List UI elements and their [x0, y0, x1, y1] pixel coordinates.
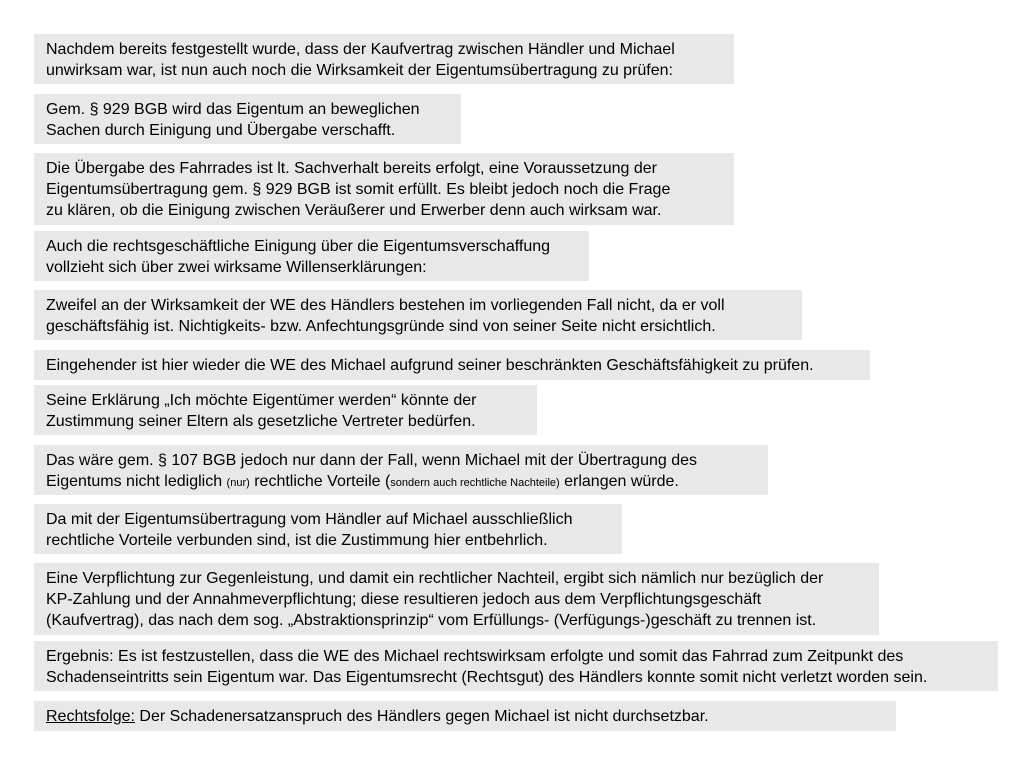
text-line [46, 706, 884, 727]
text-line: KP-Zahlung und der Annahmeverpflichtung; diese resultieren jedoch aus dem Verpflichtungsgeschäft [46, 591, 762, 608]
text-line: vollzieht sich über zwei wirksame Willenserklärungen: [46, 259, 427, 276]
text-segment: Der Schadenersatzanspruch des Händlers gegen Michael ist nicht durchsetzbar. [134, 708, 709, 725]
paragraph-929-bgb [34, 94, 461, 144]
text-line: Seine Erklärung „Ich möchte Eigentümer werden“ könnte der [46, 392, 477, 409]
paragraph-rechtsfolge [34, 701, 896, 731]
text-line: Sachen durch Einigung und Übergabe verschafft. [46, 122, 396, 139]
text-line: Auch die rechtsgeschäftliche Einigung über die Eigentumsverschaffung [46, 238, 551, 255]
text-line: Zweifel an der Wirksamkeit der WE des Händlers bestehen im vorliegenden Fall nicht, da er voll [46, 297, 725, 314]
paragraph-einigung [34, 231, 589, 281]
text-line: Da mit der Eigentumsübertragung vom Händler auf Michael ausschließlich [46, 511, 573, 528]
text-line: Zustimmung seiner Eltern als gesetzliche Vertreter bedürfen. [46, 413, 476, 430]
paragraph-we-haendler [34, 290, 802, 340]
text-line [46, 471, 756, 494]
text-line: rechtliche Vorteile verbunden sind, ist die Zustimmung hier entbehrlich. [46, 532, 548, 549]
paragraph-erklaerung [34, 385, 537, 435]
text-segment: Eigentums nicht lediglich [46, 473, 227, 490]
text-segment: erlangen würde. [559, 473, 679, 490]
text-line: (Kaufvertrag), das nach dem sog. „Abstraktionsprinzip“ vom Erfüllungs- (Verfügungs-)geschäft zu trennen ist. [46, 612, 817, 629]
paragraph-kaufvertrag-unwirksam [34, 34, 734, 84]
small-text: (nur) [226, 477, 250, 489]
small-text: sondern auch rechtliche Nachteile) [390, 477, 560, 489]
rechtsfolge-label: Rechtsfolge: [46, 708, 135, 725]
text-line: Das wäre gem. § 107 BGB jedoch nur dann der Fall, wenn Michael mit der Übertragung des [46, 452, 698, 469]
text-line: zu klären, ob die Einigung zwischen Veräußerer und Erwerber denn auch wirksam war. [46, 202, 662, 219]
text-line: Schadenseintritts sein Eigentum war. Das Eigentumsrecht (Rechtsgut) des Händlers konnte somit nicht verletzt worden sein. [46, 669, 928, 686]
text-line: geschäftsfähig ist. Nichtigkeits- bzw. Anfechtungsgründe sind von seiner Seite nicht ersichtlich. [46, 318, 716, 335]
paragraph-ergebnis [34, 641, 998, 691]
text-line: Die Übergabe des Fahrrades ist lt. Sachverhalt bereits erfolgt, eine Voraussetzung der [46, 160, 657, 177]
paragraph-107-bgb [34, 445, 768, 495]
text-line: Gem. § 929 BGB wird das Eigentum an beweglichen [46, 101, 420, 118]
text-line: Ergebnis: Es ist festzustellen, dass die WE des Michael rechtswirksam erfolgte und somit das Fahrrad zum Zeitpunkt des [46, 648, 904, 665]
text-line: Eigentumsübertragung gem. § 929 BGB ist somit erfüllt. Es bleibt jedoch noch die Frage [46, 181, 671, 198]
paragraph-abstraktionsprinzip [34, 563, 879, 635]
paragraph-rechtliche-vorteile [34, 504, 622, 554]
text-line: Eingehender ist hier wieder die WE des Michael aufgrund seiner beschränkten Geschäftsfähigkeit zu prüfen. [46, 357, 814, 374]
paragraph-uebergabe [34, 153, 734, 225]
text-line: Nachdem bereits festgestellt wurde, dass der Kaufvertrag zwischen Händler und Michael [46, 41, 675, 58]
text-line: Eine Verpflichtung zur Gegenleistung, und damit ein rechtlicher Nachteil, ergibt sich nämlich nur bezüglich der [46, 570, 824, 587]
paragraph-we-michael [34, 350, 870, 380]
text-line: unwirksam war, ist nun auch noch die Wirksamkeit der Eigentumsübertragung zu prüfen: [46, 62, 673, 79]
text-segment: rechtliche Vorteile ( [249, 473, 391, 490]
